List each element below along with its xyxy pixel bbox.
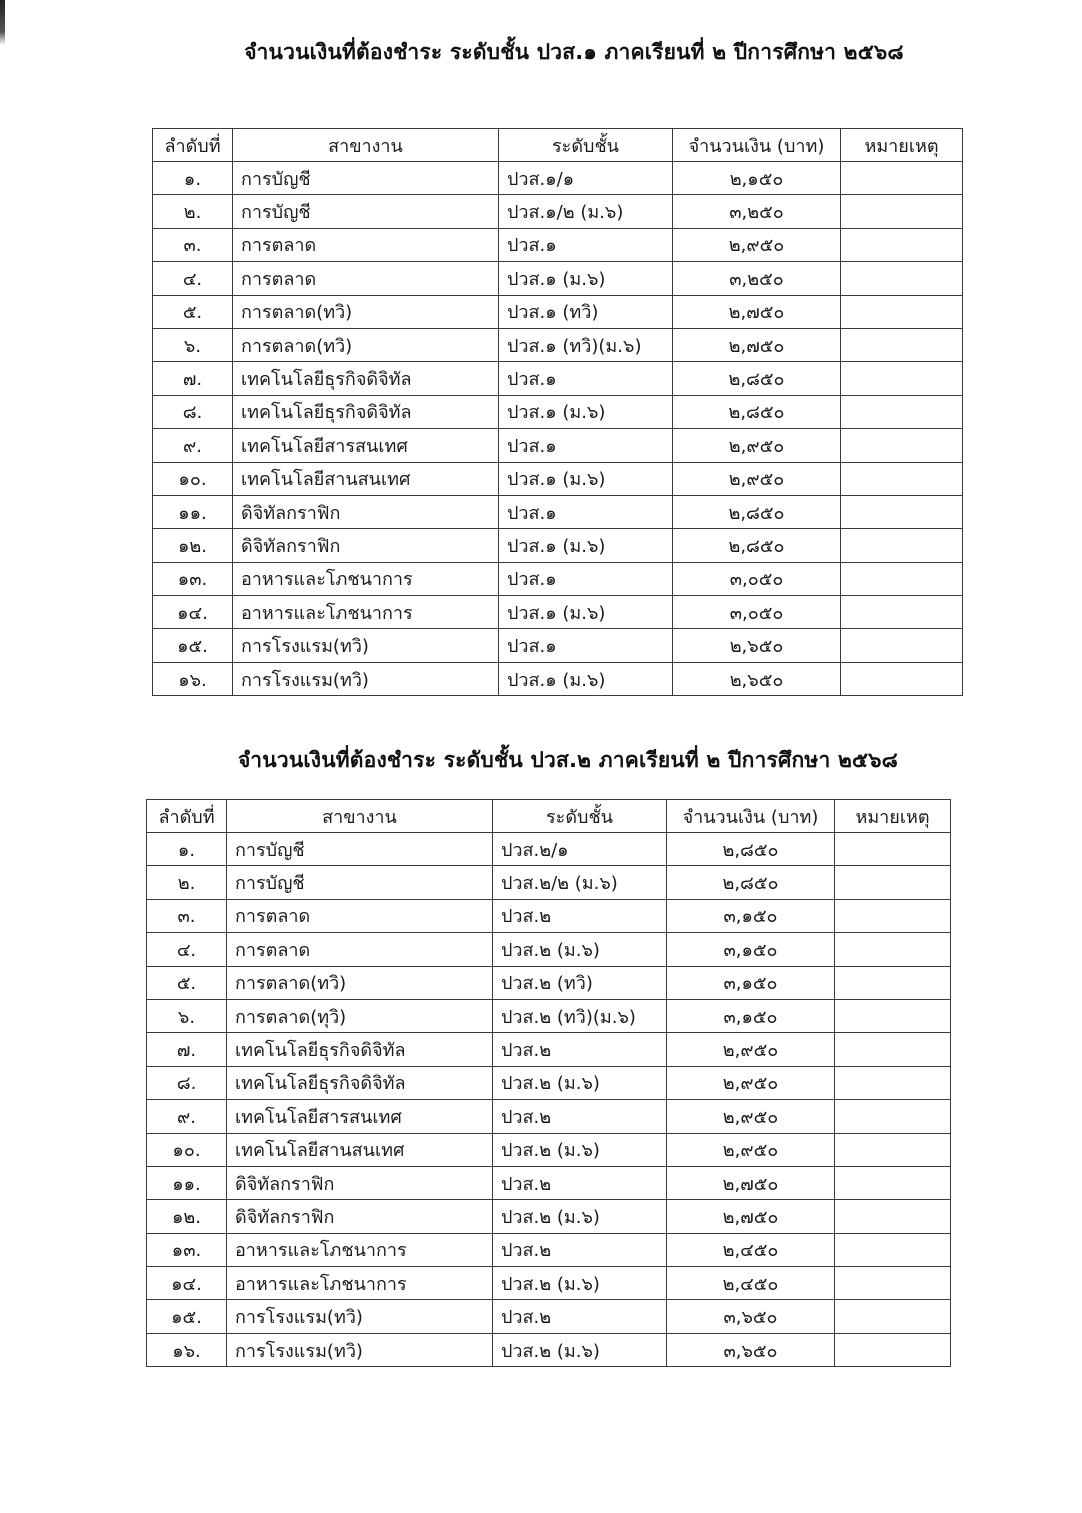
table-row [153, 295, 963, 328]
row-number: ๗. [153, 362, 233, 395]
fee-amount: ๓,๑๕๐ [667, 966, 835, 999]
branch-name: การโรงแรม(ทวิ) [233, 629, 499, 662]
branch-name: การโรงแรม(ทวิ) [227, 1333, 493, 1366]
table-row [153, 596, 963, 629]
table-row [147, 1166, 951, 1199]
branch-name: เทคโนโลยีธุรกิจดิจิทัล [227, 1033, 493, 1066]
branch-name: เทคโนโลยีธุรกิจดิจิทัล [233, 362, 499, 395]
table-row [153, 529, 963, 562]
fee-amount: ๒,๙๕๐ [673, 462, 841, 495]
fee-amount: ๒,๖๕๐ [673, 629, 841, 662]
remark [841, 328, 963, 361]
remark [835, 966, 951, 999]
fee-amount: ๓,๑๕๐ [667, 899, 835, 932]
fee-amount: ๒,๖๕๐ [673, 662, 841, 695]
row-number: ๙. [153, 429, 233, 462]
remark [841, 295, 963, 328]
branch-name: การตลาด(ทวิ) [233, 295, 499, 328]
branch-name: การตลาด [233, 262, 499, 295]
table-header-row [153, 129, 963, 162]
table-row [147, 1033, 951, 1066]
fee-amount: ๒,๙๕๐ [667, 1133, 835, 1166]
row-number: ๑. [153, 162, 233, 195]
branch-name: การตลาด [227, 899, 493, 932]
remark [841, 429, 963, 462]
row-number: ๙. [147, 1100, 227, 1133]
row-number: ๒. [147, 866, 227, 899]
remark [841, 529, 963, 562]
table-row [147, 899, 951, 932]
table-row [147, 1233, 951, 1266]
table-header-row [147, 800, 951, 833]
remark [835, 1233, 951, 1266]
branch-name: เทคโนโลยีสานสนเทศ [233, 462, 499, 495]
branch-name: อาหารและโภชนาการ [227, 1267, 493, 1300]
fee-amount: ๒,๘๕๐ [673, 362, 841, 395]
fee-amount: ๒,๔๕๐ [667, 1233, 835, 1266]
remark [835, 833, 951, 866]
fee-table-year2 [146, 799, 951, 1367]
row-number: ๘. [153, 395, 233, 428]
class-level: ปวส.๒ (ม.๖) [493, 1333, 667, 1366]
class-level: ปวส.๒ [493, 899, 667, 932]
fee-amount: ๒,๗๕๐ [673, 328, 841, 361]
header-amount: จำนวนเงิน (บาท) [673, 129, 841, 162]
row-number: ๑๐. [147, 1133, 227, 1166]
header-order: ลำดับที่ [147, 800, 227, 833]
branch-name: เทคโนโลยีสารสนเทศ [233, 429, 499, 462]
branch-name: การบัญชี [233, 162, 499, 195]
table-row [153, 328, 963, 361]
remark [835, 866, 951, 899]
table-row [147, 1100, 951, 1133]
fee-table-year1 [152, 128, 963, 696]
row-number: ๑๑. [153, 495, 233, 528]
table-row [153, 362, 963, 395]
branch-name: อาหารและโภชนาการ [233, 596, 499, 629]
remark [835, 999, 951, 1032]
fee-amount: ๓,๑๕๐ [667, 999, 835, 1032]
row-number: ๒. [153, 195, 233, 228]
remark [835, 1166, 951, 1199]
branch-name: การบัญชี [227, 866, 493, 899]
branch-name: การตลาด [227, 933, 493, 966]
table-row [153, 395, 963, 428]
table-row [147, 966, 951, 999]
branch-name: เทคโนโลยีธุรกิจดิจิทัล [233, 395, 499, 428]
table-row [147, 1066, 951, 1099]
fee-amount: ๓,๐๕๐ [673, 596, 841, 629]
class-level: ปวส.๒ (ม.๖) [493, 1267, 667, 1300]
class-level: ปวส.๑ (ทวิ)(ม.๖) [499, 328, 673, 361]
class-level: ปวส.๒ (ม.๖) [493, 1133, 667, 1166]
remark [835, 933, 951, 966]
class-level: ปวส.๑ (ม.๖) [499, 462, 673, 495]
remark [835, 899, 951, 932]
row-number: ๗. [147, 1033, 227, 1066]
remark [835, 1033, 951, 1066]
class-level: ปวส.๑/๒ (ม.๖) [499, 195, 673, 228]
fee-amount: ๓,๐๕๐ [673, 562, 841, 595]
remark [841, 495, 963, 528]
row-number: ๑๐. [153, 462, 233, 495]
table-row [147, 833, 951, 866]
class-level: ปวส.๒ [493, 1166, 667, 1199]
table-row [147, 866, 951, 899]
remark [841, 462, 963, 495]
fee-amount: ๓,๒๕๐ [673, 195, 841, 228]
fee-amount: ๒,๙๕๐ [667, 1066, 835, 1099]
branch-name: อาหารและโภชนาการ [227, 1233, 493, 1266]
row-number: ๕. [147, 966, 227, 999]
branch-name: การตลาด(ทวิ) [227, 966, 493, 999]
header-branch: สาขางาน [227, 800, 493, 833]
remark [841, 395, 963, 428]
class-level: ปวส.๒/๑ [493, 833, 667, 866]
table-row [153, 495, 963, 528]
class-level: ปวส.๑ (ม.๖) [499, 395, 673, 428]
fee-amount: ๒,๘๕๐ [673, 395, 841, 428]
branch-name: การบัญชี [227, 833, 493, 866]
row-number: ๘. [147, 1066, 227, 1099]
row-number: ๔. [153, 262, 233, 295]
class-level: ปวส.๒ [493, 1033, 667, 1066]
table-body [147, 833, 951, 1367]
row-number: ๔. [147, 933, 227, 966]
branch-name: การตลาด [233, 228, 499, 261]
class-level: ปวส.๑ [499, 495, 673, 528]
header-order: ลำดับที่ [153, 129, 233, 162]
table-body [153, 162, 963, 696]
fee-amount: ๓,๑๕๐ [667, 933, 835, 966]
fee-amount: ๒,๙๕๐ [673, 228, 841, 261]
remark [841, 262, 963, 295]
remark [835, 1066, 951, 1099]
fee-amount: ๒,๙๕๐ [667, 1033, 835, 1066]
class-level: ปวส.๑ (ม.๖) [499, 529, 673, 562]
header-note: หมายเหตุ [835, 800, 951, 833]
remark [841, 662, 963, 695]
class-level: ปวส.๑ [499, 562, 673, 595]
class-level: ปวส.๑ (ม.๖) [499, 662, 673, 695]
row-number: ๑. [147, 833, 227, 866]
fee-amount: ๓,๖๕๐ [667, 1300, 835, 1333]
row-number: ๑๔. [147, 1267, 227, 1300]
class-level: ปวส.๒ (ทวิ) [493, 966, 667, 999]
row-number: ๑๖. [153, 662, 233, 695]
header-level: ระดับชั้น [499, 129, 673, 162]
remark [841, 162, 963, 195]
fee-amount: ๒,๗๕๐ [673, 295, 841, 328]
class-level: ปวส.๒/๒ (ม.๖) [493, 866, 667, 899]
remark [835, 1300, 951, 1333]
class-level: ปวส.๑ (ม.๖) [499, 596, 673, 629]
row-number: ๑๓. [153, 562, 233, 595]
scan-edge-mark [0, 0, 5, 45]
class-level: ปวส.๑ [499, 228, 673, 261]
row-number: ๖. [153, 328, 233, 361]
branch-name: การตลาด(ทวิ) [233, 328, 499, 361]
remark [841, 195, 963, 228]
branch-name: การบัญชี [233, 195, 499, 228]
remark [841, 562, 963, 595]
branch-name: ดิจิทัลกราฟิก [233, 495, 499, 528]
table-row [147, 1300, 951, 1333]
remark [841, 629, 963, 662]
row-number: ๓. [147, 899, 227, 932]
section1-title: จำนวนเงินที่ต้องชำระ ระดับชั้น ปวส.๑ ภาคเรียนที่ ๒ ปีการศึกษา ๒๕๖๘ [244, 40, 904, 64]
table-row [147, 1133, 951, 1166]
branch-name: การโรงแรม(ทวิ) [227, 1300, 493, 1333]
fee-amount: ๒,๗๕๐ [667, 1200, 835, 1233]
row-number: ๖. [147, 999, 227, 1032]
fee-amount: ๒,๙๕๐ [667, 1100, 835, 1133]
fee-amount: ๒,๘๕๐ [667, 833, 835, 866]
header-note: หมายเหตุ [841, 129, 963, 162]
table-row [153, 228, 963, 261]
row-number: ๑๒. [153, 529, 233, 562]
table-row [147, 1200, 951, 1233]
table-row [153, 262, 963, 295]
header-branch: สาขางาน [233, 129, 499, 162]
branch-name: เทคโนโลยีสานสนเทศ [227, 1133, 493, 1166]
class-level: ปวส.๑ [499, 362, 673, 395]
fee-amount: ๒,๙๕๐ [673, 429, 841, 462]
row-number: ๓. [153, 228, 233, 261]
fee-amount: ๒,๘๕๐ [667, 866, 835, 899]
fee-amount: ๒,๗๕๐ [667, 1166, 835, 1199]
section2-title: จำนวนเงินที่ต้องชำระ ระดับชั้น ปวส.๒ ภาคเรียนที่ ๒ ปีการศึกษา ๒๕๖๘ [237, 748, 899, 772]
fee-amount: ๒,๔๕๐ [667, 1267, 835, 1300]
remark [841, 228, 963, 261]
table-row [153, 562, 963, 595]
table-row [153, 195, 963, 228]
table-row [147, 1333, 951, 1366]
class-level: ปวส.๑ (ม.๖) [499, 262, 673, 295]
row-number: ๑๓. [147, 1233, 227, 1266]
branch-name: การโรงแรม(ทวิ) [233, 662, 499, 695]
row-number: ๑๖. [147, 1333, 227, 1366]
remark [835, 1267, 951, 1300]
branch-name: ดิจิทัลกราฟิก [227, 1200, 493, 1233]
branch-name: เทคโนโลยีธุรกิจดิจิทัล [227, 1066, 493, 1099]
row-number: ๑๑. [147, 1166, 227, 1199]
row-number: ๑๕. [153, 629, 233, 662]
branch-name: การตลาด(ทุวิ) [227, 999, 493, 1032]
header-level: ระดับชั้น [493, 800, 667, 833]
table-row [153, 662, 963, 695]
row-number: ๑๔. [153, 596, 233, 629]
class-level: ปวส.๑ [499, 629, 673, 662]
table-row [147, 933, 951, 966]
remark [835, 1100, 951, 1133]
class-level: ปวส.๑ (ทวิ) [499, 295, 673, 328]
table-row [153, 162, 963, 195]
fee-amount: ๒,๘๕๐ [673, 529, 841, 562]
class-level: ปวส.๒ (ม.๖) [493, 1066, 667, 1099]
row-number: ๕. [153, 295, 233, 328]
table-row [153, 462, 963, 495]
class-level: ปวส.๒ [493, 1100, 667, 1133]
remark [835, 1133, 951, 1166]
fee-amount: ๒,๘๕๐ [673, 495, 841, 528]
table-row [153, 429, 963, 462]
class-level: ปวส.๒ (ทวิ)(ม.๖) [493, 999, 667, 1032]
table-row [147, 999, 951, 1032]
table-row [147, 1267, 951, 1300]
class-level: ปวส.๒ (ม.๖) [493, 933, 667, 966]
class-level: ปวส.๒ (ม.๖) [493, 1200, 667, 1233]
remark [835, 1200, 951, 1233]
branch-name: อาหารและโภชนาการ [233, 562, 499, 595]
class-level: ปวส.๒ [493, 1300, 667, 1333]
remark [841, 362, 963, 395]
fee-amount: ๓,๒๕๐ [673, 262, 841, 295]
class-level: ปวส.๑/๑ [499, 162, 673, 195]
remark [835, 1333, 951, 1366]
remark [841, 596, 963, 629]
fee-amount: ๓,๖๕๐ [667, 1333, 835, 1366]
branch-name: ดิจิทัลกราฟิก [233, 529, 499, 562]
branch-name: เทคโนโลยีสารสนเทศ [227, 1100, 493, 1133]
table-row [153, 629, 963, 662]
class-level: ปวส.๑ [499, 429, 673, 462]
row-number: ๑๒. [147, 1200, 227, 1233]
row-number: ๑๕. [147, 1300, 227, 1333]
header-amount: จำนวนเงิน (บาท) [667, 800, 835, 833]
fee-amount: ๒,๑๕๐ [673, 162, 841, 195]
branch-name: ดิจิทัลกราฟิก [227, 1166, 493, 1199]
class-level: ปวส.๒ [493, 1233, 667, 1266]
